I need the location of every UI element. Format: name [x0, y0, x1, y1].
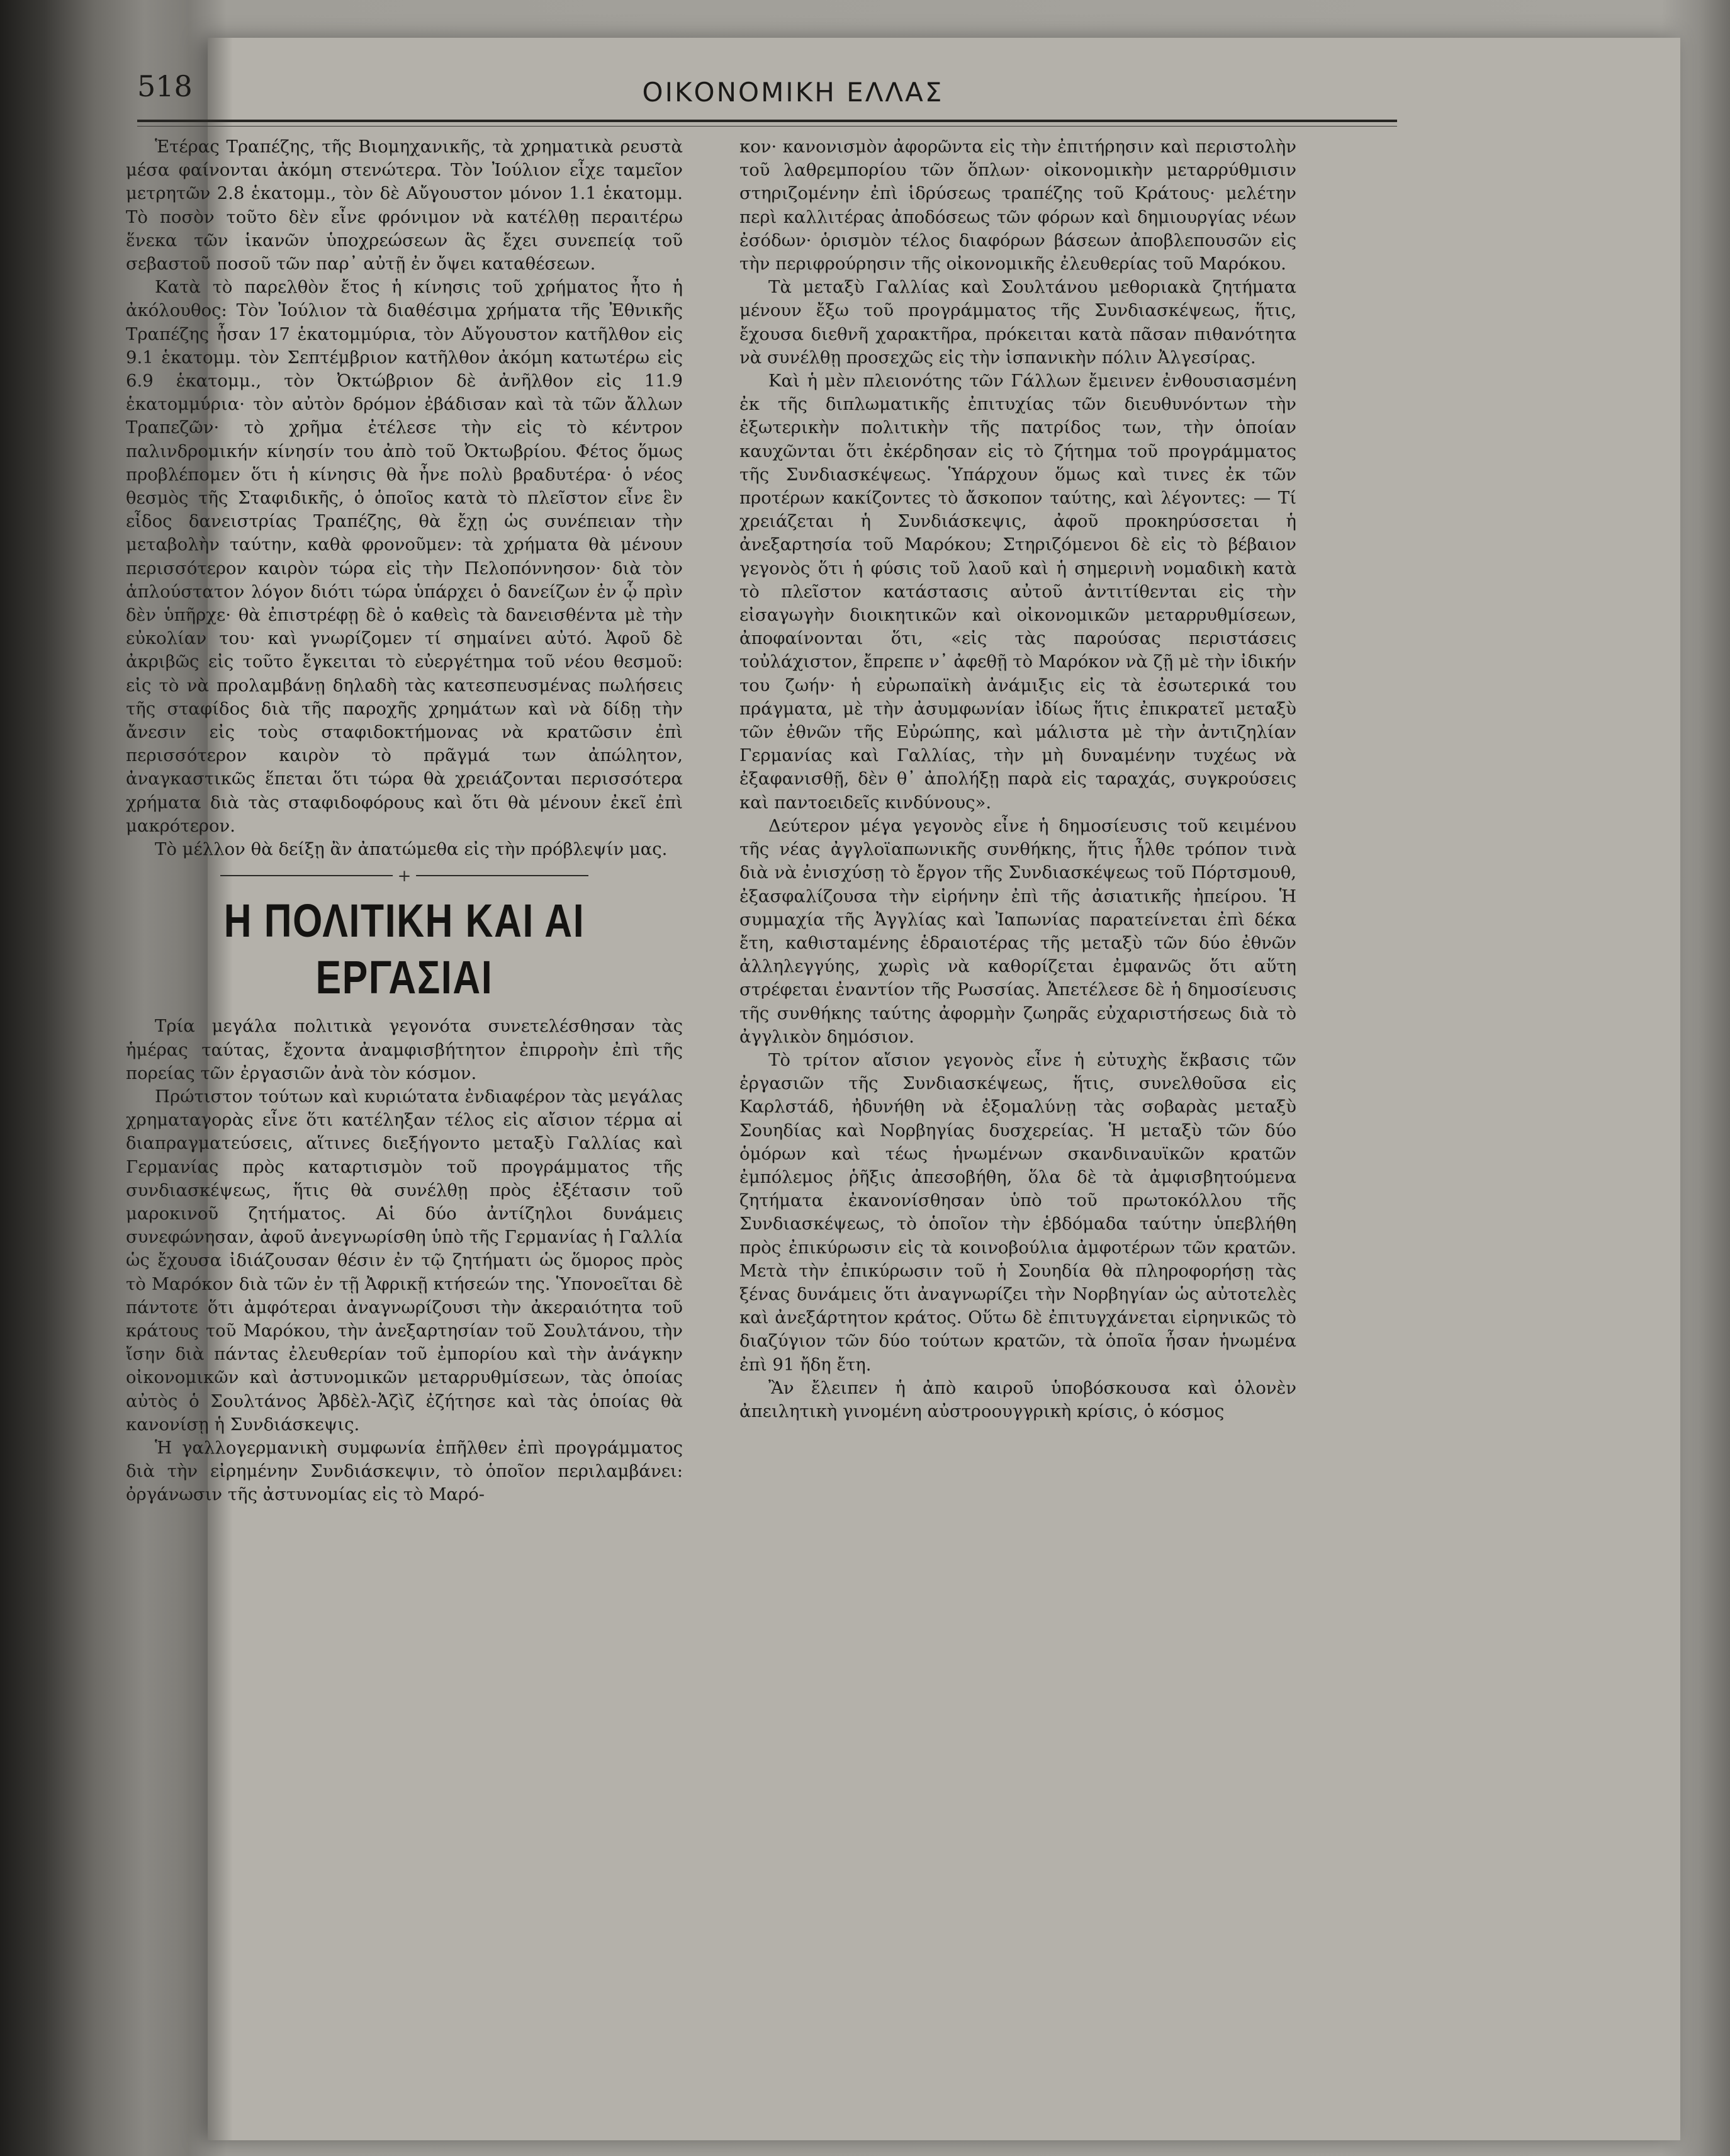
section-divider [126, 864, 683, 889]
page-number: 518 [137, 69, 193, 103]
paragraph: Τὰ μεταξὺ Γαλλίας καὶ Σουλτάνου μεθοριακὰ ζητήματα μένουν ἔξω τοῦ προγράμματος τῆς Συνδιασκέψεως, ἥτις, ἔχουσα διεθνῆ χαρακτῆρα, πρόκειται κατὰ πᾶσαν πιθανότητα νὰ συνέλθῃ προσεχῶς εἰς τὴν ἱσπανικὴν πόλιν Ἀλγεσίρας. [739, 277, 1296, 368]
paragraph: Πρώτιστον τούτων καὶ κυριώτατα ἐνδιαφέρον τὰς μεγάλας χρηματαγορὰς εἶνε ὅτι κατέληξαν τέλος εἰς αἴσιον τέρμα αἱ διαπραγματεύσεις, αἵτινες διεξήγοντο μεταξὺ Γαλλίας καὶ Γερμανίας πρὸς καταρτισμὸν τοῦ προγράμματος τῆς συνδιασκέψεως, ἥτις θὰ συνέλθῃ πρὸς ἐξέτασιν τοῦ μαροκινοῦ ζητήματος. Αἱ δύο ἀντίζηλοι δυνάμεις συνεφώνησαν, ἀφοῦ ἀνεγνωρίσθη ὑπὸ τῆς Γερμανίας ἡ Γαλλία ὡς ἔχουσα ἰδιάζουσαν θέσιν ἐν τῷ ζητήματι ὡς ὅμορος πρὸς τὸ Μαρόκον διὰ τῶν ἐν τῇ Ἀφρικῇ κτήσεών της. Ὑπονοεῖται δὲ πάντοτε ὅτι ἀμφότεραι ἀναγνωρίζουσι τὴν ἀκεραιότητα τοῦ κράτους τοῦ Μαρόκου, τὴν ἀνεξαρτησίαν τοῦ Σουλτάνου, τὴν ἴσην διὰ πάντας ἐλευθερίαν τοῦ ἐμπορίου καὶ τὴν ἀνάγκην οἰκονομικῶν καὶ ἀστυνομικῶν μεταρρυθμίσεων, τὰς ὁποίας αὐτὸς ὁ Σουλτάνος Ἀβδὲλ-Ἀζὶζ ἐζήτησε καὶ τὰς ὁποίας θὰ κανονίσῃ ἡ Συνδιάσκεψις. [126, 1086, 683, 1435]
section-title: Η ΠΟΛΙΤΙΚΗ ΚΑΙ ΑΙ ΕΡΓΑΣΙΑΙ [223, 895, 585, 1004]
paragraph: Ἂν ἔλειπεν ἡ ἀπὸ καιροῦ ὑποβόσκουσα καὶ ὁλονὲν ἀπειλητικὴ γινομένη αὐστροουγγρικὴ κρίσις, ὁ κόσμος [739, 1377, 1296, 1421]
right-column [739, 135, 1296, 2062]
header-rule-thin [137, 126, 1397, 127]
paragraph: Ἡ γαλλογερμανικὴ συμφωνία ἐπῆλθεν ἐπὶ προγράμματος διὰ τὴν εἰρημένην Συνδιάσκεψιν, τὸ ὁποῖον περιλαμβάνει: ὀργάνωσιν τῆς ἀστυνομίας εἰς τὸ Μαρό- [126, 1437, 683, 1505]
paragraph: Τρία μεγάλα πολιτικὰ γεγονότα συνετελέσθησαν τὰς ἡμέρας ταύτας, ἔχοντα ἀναμφισβήτητον ἐπιρροὴν ἐπὶ τῆς πορείας τῶν ἐργασιῶν ἀνὰ τὸν κόσμον. [126, 1016, 683, 1083]
paragraph: Τὸ μέλλον θὰ δείξῃ ἂν ἀπατώμεθα εἰς τὴν πρόβλεψίν μας. [155, 839, 668, 860]
running-head: ΟΙΚΟΝΟΜΙΚΗ ΕΛΛΑΣ [642, 77, 944, 108]
paragraph: Τὸ τρίτον αἴσιον γεγονὸς εἶνε ἡ εὐτυχὴς ἔκβασις τῶν ἐργασιῶν τῆς Συνδιασκέψεως, ἥτις, συνελθοῦσα εἰς Καρλστάδ, ἠδυνήθη νὰ ἐξομαλύνῃ τὰς σοβαρὰς μεταξὺ Σουηδίας καὶ Νορβηγίας δυσχερείας. Ἡ μεταξὺ τῶν δύο ὁμόρων καὶ τέως ἡνωμένων σκανδιναυϊκῶν κρατῶν ἐμπόλεμος ῥῆξις ἀπεσοβήθη, ὅλα δὲ τὰ ἀμφισβητούμενα ζητήματα ἐκανονίσθησαν ὑπὸ τοῦ πρωτοκόλλου τῆς Συνδιασκέψεως, τὸ ὁποῖον τὴν ἑβδόμαδα ταύτην ὑπεβλήθη πρὸς ἐπικύρωσιν εἰς τὰ κοινοβούλια ἀμφοτέρων τῶν κρατῶν. Μετὰ τὴν ἐπικύρωσιν τοῦ ἡ Σουηδία θὰ πληροφορήσῃ τὰς ξένας δυνάμεις ὅτι ἀναγνωρίζει τὴν Νορβηγίαν ὡς αὐτοτελὲς καὶ ἀνεξάρτητον κράτος. Οὕτω δὲ ἐπιτυγχάνεται εἰρηνικῶς τὸ διαζύγιον τῶν δύο τούτων κρατῶν, τὰ ὁποῖα ἦσαν ἡνωμένα ἐπὶ 91 ἤδη ἔτη. [739, 1049, 1296, 1375]
paragraph: Κατὰ τὸ παρελθὸν ἔτος ἡ κίνησις τοῦ χρήματος ἦτο ἡ ἀκόλουθος: Τὸν Ἰούλιον τὰ διαθέσιμα χρήματα τῆς Ἐθνικῆς Τραπέζης ἦσαν 17 ἑκατομμύρια, τὸν Αὔγουστον κατῆλθον εἰς 9.1 ἑκατομμ. τὸν Σεπτέμβριον κατῆλθον ἀκόμη κατωτέρω εἰς 6.9 ἑκατομμ., τὸν Ὀκτώβριον δὲ ἀνῆλθον εἰς 11.9 ἑκατομμύρια· τὸν αὐτὸν δρόμον ἐβάδισαν καὶ τὰ τῶν ἄλλων Τραπεζῶν· τὸ χρῆμα ἐτέλεσε τὴν εἰς τὸ κέντρον παλινδρομικήν κίνησίν του ἀπὸ τοῦ Ὀκτωβρίου. Φέτος ὅμως προβλέπομεν ὅτι ἡ κίνησις θὰ ἦνε πολὺ βραδυτέρα· ὁ νέος θεσμὸς τῆς Σταφιδικῆς, ὁ ὁποῖος κατὰ τὸ πλεῖστον εἶνε ἓν εἶδος δανειστρίας Τραπέζης, θὰ ἔχῃ ὡς συνέπειαν τὴν μεταβολὴν ταύτην, καθὰ φρονοῦμεν: τὰ χρήματα θὰ μένουν περισσότερον καιρὸν τώρα εἰς τὴν Πελοπόννησον· διὰ τὸν ἁπλούστατον λόγον διότι τώρα ὑπάρχει ὁ δανείζων ἐν ᾧ πρὶν δὲν ὑπῆρχε· θὰ ἐπιστρέφῃ δὲ ὁ καθεὶς τὰ δανεισθέντα μὲ τὴν εὐκολίαν του· καὶ γνωρίζομεν τί σημαίνει αὐτό. Ἀφοῦ δὲ ἀκριβῶς εἰς τοῦτο ἔγκειται τὸ εὐεργέτημα τοῦ νέου θεσμοῦ: εἰς τὸ νὰ προλαμβάνῃ δηλαδὴ τὰς κατεσπευσμένας πωλήσεις τῆς σταφίδος διὰ τῆς παροχῆς χρημάτων καὶ νὰ δίδῃ τὴν ἄνεσιν εἰς τοὺς σταφιδοκτήμονας νὰ κρατῶσιν ἐπὶ περισσότερον καιρὸν τὸ πρᾶγμά των ἀπώλητον, ἀναγκαστικῶς ἕπεται ὅτι τώρα θὰ χρειάζονται περισσότερα χρήματα διὰ τὰς σταφιδοφόρους καὶ ὅτι θὰ μένουν ἐκεῖ ἐπὶ μακρότερον. [126, 277, 683, 836]
divider-ornament: + [393, 865, 417, 888]
left-column [126, 135, 683, 2062]
paragraph: κον· κανονισμὸν ἀφορῶντα εἰς τὴν ἐπιτήρησιν καὶ περιστολὴν τοῦ λαθρεμπορίου τῶν ὅπλων· οἰκονομικὴν μεταρρύθμισιν στηριζομένην ἐπὶ ἱδρύσεως τραπέζης τοῦ Κράτους· μελέτην περὶ καλλιτέρας ἀποδόσεως τῶν φόρων καὶ δημιουργίας νέων ἐσόδων· ὁρισμὸν τέλος διαφόρων βάσεων ἀποβλεπουσῶν εἰς τὴν περιφρούρησιν τῆς οἰκονομικῆς ἐλευθερίας τοῦ Μαρόκου. [739, 137, 1296, 274]
paragraph: Ἑτέρας Τραπέζης, τῆς Βιομηχανικῆς, τὰ χρηματικὰ ρευστὰ μέσα φαίνονται ἀκόμη στενώτερα. Τὸν Ἰούλιον εἶχε ταμεῖον μετρητῶν 2.8 ἑκατομμ., τὸν δὲ Αὔγουστον μόνον 1.1 ἑκατομμ. Τὸ ποσὸν τοῦτο δὲν εἶνε φρόνιμον νὰ κατέλθῃ περαιτέρω ἕνεκα τῶν ἱκανῶν ὑποχρεώσεων ἃς ἔχει συνεπείᾳ τοῦ σεβαστοῦ ποσοῦ τῶν παρ᾽ αὐτῇ ἐν ὄψει καταθέσεων. [126, 137, 683, 274]
header-rule [137, 120, 1397, 122]
paragraph: Καὶ ἡ μὲν πλειονότης τῶν Γάλλων ἔμεινεν ἐνθουσιασμένη ἐκ τῆς διπλωματικῆς ἐπιτυχίας τῶν διευθυνόντων τὴν ἐξωτερικὴν πολιτικὴν τῆς πατρίδος των, τὴν ὁποίαν καυχῶνται ὅτι ἐκέρδησαν εἰς τὸ ζήτημα τοῦ προγράμματος τῆς Συνδιασκέψεως. Ὑπάρχουν ὅμως καὶ τινες ἐκ τῶν προτέρων κακίζοντες τὸ ἄσκοπον ταύτης, καὶ λέγοντες: — Τί χρειάζεται ἡ Συνδιάσκεψις, ἀφοῦ προκηρύσσεται ἡ ἀνεξαρτησία τοῦ Μαρόκου; Στηριζόμενοι δὲ εἰς τὸ βέβαιον γεγονὸς ὅτι ἡ φύσις τοῦ λαοῦ καὶ ἡ σημερινὴ νομαδικὴ κατὰ τὸ πλεῖστον κατάστασις αὐτοῦ ἀντιτίθενται εἰς τὴν εἰσαγωγὴν διοικητικῶν καὶ οἰκονομικῶν μεταρρυθμίσεων, ἀποφαίνονται ὅτι, «εἰς τὰς παρούσας περιστάσεις τοὐλάχιστον, ἔπρεπε ν᾽ ἀφεθῇ τὸ Μαρόκον νὰ ζῇ μὲ τὴν ἰδικήν του ζωήν· ἡ εὐρωπαϊκὴ ἀνάμιξις εἰς τὰ ἐσωτερικά του πράγματα, μὲ τὴν ἀσυμφωνίαν ἰδίως ἥτις ἐπικρατεῖ μεταξὺ τῶν ἐθνῶν τῆς Εὐρώπης, καὶ μάλιστα μὲ τὴν ἀντιζηλίαν Γερμανίας καὶ Γαλλίας, τὴν μὴ δυναμένην τυχέως νὰ ἐξαφανισθῇ, δὲν θ᾽ ἀπολήξῃ παρὰ εἰς ταραχάς, συγκρούσεις καὶ παντοειδεῖς κινδύνους». [739, 371, 1296, 813]
paragraph: Δεύτερον μέγα γεγονὸς εἶνε ἡ δημοσίευσις τοῦ κειμένου τῆς νέας ἀγγλοϊαπωνικῆς συνθήκης, ἥτις ἦλθε τρόπον τινὰ διὰ νὰ ἐνισχύσῃ τὸ ἔργον τῆς Συνδιασκέψεως τοῦ Πόρτσμουθ, ἐξασφαλίζουσα τὴν εἰρήνην ἐπὶ τῆς ἀσιατικῆς ἠπείρου. Ἡ συμμαχία τῆς Ἀγγλίας καὶ Ἰαπωνίας παρατείνεται ἐπὶ δέκα ἔτη, καθισταμένης ἑδραιοτέρας τῆς μεταξὺ τῶν δύο ἐθνῶν ἀλληλεγγύης, χωρὶς νὰ καθορίζεται ἐμφανῶς ὅτι αὕτη στρέφεται ἐναντίον τῆς Ρωσσίας. Ἀπετέλεσε δὲ ἡ δημοσίευσις τῆς συνθήκης ταύτης ἀφορμὴν ζωηρᾶς εὐχαριστήσεως διὰ τὸ ἀγγλικὸν δημόσιον. [739, 815, 1296, 1047]
